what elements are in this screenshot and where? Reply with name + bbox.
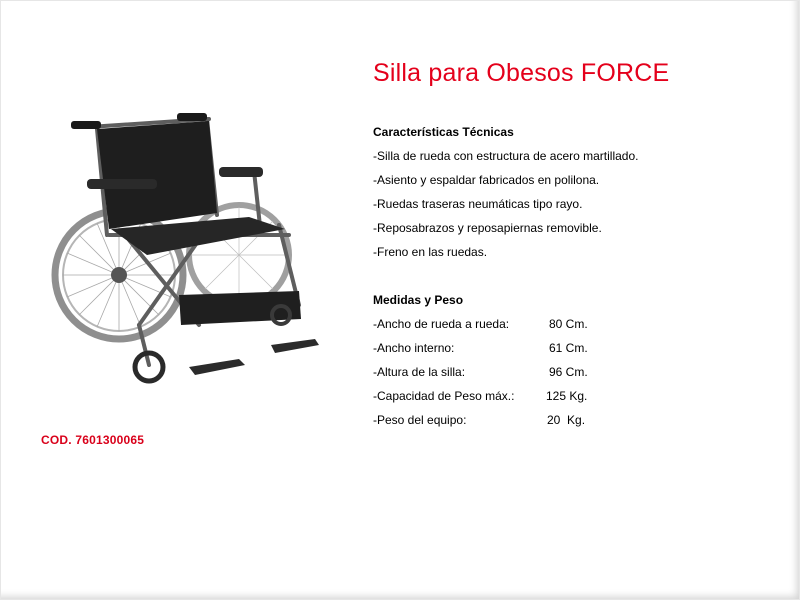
measures-heading: Medidas y Peso (373, 293, 464, 307)
measure-row (373, 365, 638, 389)
measure-label: -Altura de la silla: (373, 365, 466, 379)
measure-value: 80 Cm. (549, 317, 588, 331)
measure-value: 125 Kg. (546, 389, 588, 403)
measure-value: 96 Cm. (549, 365, 588, 379)
measure-row (373, 413, 638, 437)
measure-value: 20 Kg. (547, 413, 586, 427)
characteristics-heading: Características Técnicas (373, 125, 514, 139)
measure-label: -Ancho interno: (373, 341, 455, 355)
feature-item: -Asiento y espaldar fabricados en polilona. (373, 173, 600, 187)
measure-label: -Ancho de rueda a rueda: (373, 317, 510, 331)
feature-item: -Freno en las ruedas. (373, 245, 488, 259)
product-code: COD. 7601300065 (41, 433, 145, 447)
measure-label: -Capacidad de Peso máx.: (373, 389, 515, 403)
measure-label: -Peso del equipo: (373, 413, 467, 427)
measure-row (373, 317, 638, 341)
feature-item: -Reposabrazos y reposapiernas removible. (373, 221, 602, 235)
product-title: Silla para Obesos FORCE (373, 59, 670, 87)
measure-value: 61 Cm. (549, 341, 588, 355)
feature-item: -Silla de rueda con estructura de acero martillado. (373, 149, 639, 163)
measure-row (373, 389, 638, 413)
specifications (373, 125, 638, 437)
wheelchair-image (49, 105, 339, 405)
measure-row (373, 341, 638, 365)
feature-item: -Ruedas traseras neumáticas tipo rayo. (373, 197, 583, 211)
